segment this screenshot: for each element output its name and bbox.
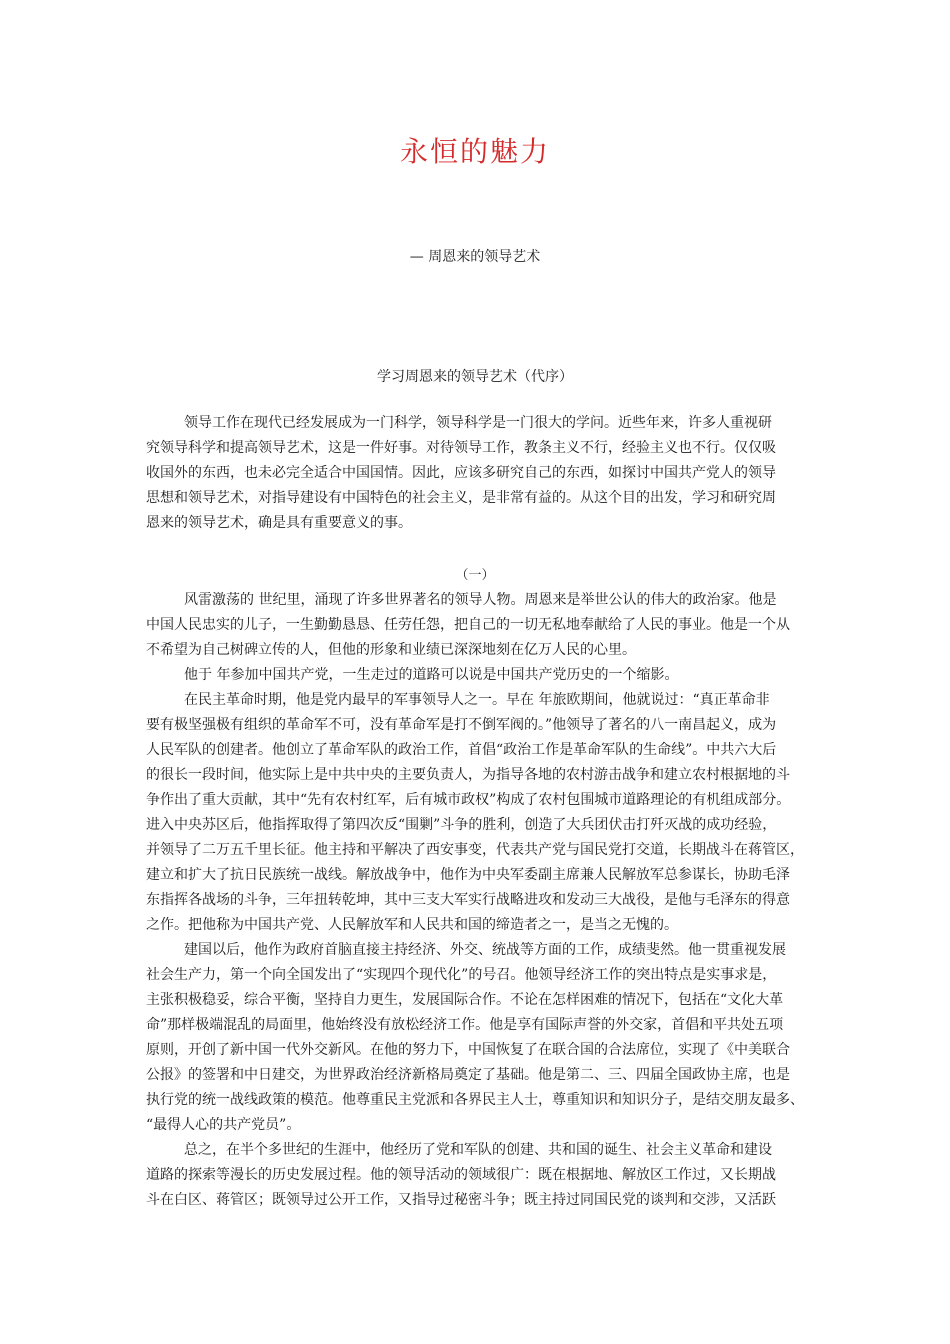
text-line: 原则，开创了新中国一代外交新风。在他的努力下，中国恢复了在联合国的合法席位，实现了《中美联合 <box>146 1042 790 1058</box>
text-line: 并领导了二万五千里长征。他主持和平解决了西安事变，代表共产党与国民党打交道，长期战斗在蒋管区， <box>146 842 804 858</box>
text-line: 他于 年参加中国共产党，一生走过的道路可以说是中国共产党历史的一个缩影。 <box>184 667 679 683</box>
text-line: 在民主革命时期，他是党内最早的军事领导人之一。早在 年旅欧期间，他就说过：“真正革命非 <box>184 692 770 708</box>
text-line: 要有极坚强极有组织的革命军不可，没有革命军是打不倒军阀的。”他领导了著名的八一南昌起义，成为 <box>146 717 777 733</box>
text-line: 的很长一段时间，他实际上是中共中央的主要负责人，为指导各地的农村游击战争和建立农村根据地的斗 <box>146 767 790 783</box>
text-line: 不希望为自己树碑立传的人，但他的形象和业绩已深深地刻在亿万人民的心里。 <box>146 642 636 658</box>
text-line: 领导工作在现代已经发展成为一门科学，领导科学是一门很大的学问。近些年来，许多人重视研 <box>184 415 772 431</box>
text-line: 进入中央苏区后，他指挥取得了第四次反“围剿”斗争的胜利，创造了大兵团伏击打歼灭战的成功经验， <box>146 817 777 833</box>
document-subtitle: — 周恩来的领导艺术 <box>409 249 541 265</box>
text-line: 风雷激荡的 世纪里，涌现了许多世界著名的领导人物。周恩来是举世公认的伟大的政治家。他是 <box>184 592 777 608</box>
text-line: 建立和扩大了抗日民族统一战线。解放战争中，他作为中央军委副主席兼人民解放军总参谋长，协助毛泽 <box>146 867 790 883</box>
text-line: 东指挥各战场的斗争，三年扭转乾坤，其中三支大军实行战略进攻和发动三大战役，是他与毛泽东的得意 <box>146 892 790 908</box>
text-line: 斗在白区、蒋管区；既领导过公开工作，又指导过秘密斗争；既主持过同国民党的谈判和交涉，又活跃 <box>146 1192 776 1208</box>
text-line: 主张积极稳妥，综合平衡，坚持自力更生，发展国际合作。不论在怎样困难的情况下，包括在“文化大革 <box>146 992 784 1008</box>
text-line: 建国以后，他作为政府首脑直接主持经济、外交、统战等方面的工作，成绩斐然。他一贯重视发展 <box>184 942 786 958</box>
text-line: 中国人民忠实的儿子，一生勤勤恳恳、任劳任怨，把自己的一切无私地奉献给了人民的事业。他是一个从 <box>146 617 790 633</box>
text-line: 争作出了重大贡献，其中“先有农村红军，后有城市政权”构成了农村包围城市道路理论的有机组成部分。 <box>146 792 791 808</box>
document-title: 永恒的魅力 <box>399 135 550 168</box>
text-line: 公报》的签署和中日建交，为世界政治经济新格局奠定了基础。他是第二、三、四届全国政协主席，也是 <box>146 1067 790 1083</box>
section-heading: 学习周恩来的领导艺术（代序） <box>377 369 573 385</box>
text-line: 人民军队的创建者。他创立了革命军队的政治工作，首倡“政治工作是革命军队的生命线”。中共六大后 <box>146 742 777 758</box>
chapter-body <box>146 588 826 1213</box>
text-line: 思想和领导艺术，对指导建设有中国特色的社会主义，是非常有益的。从这个目的出发，学习和研究周 <box>146 490 776 506</box>
text-line: 道路的探索等漫长的历史发展过程。他的领导活动的领域很广：既在根据地、解放区工作过，又长期战 <box>146 1167 776 1183</box>
text-line: 恩来的领导艺术，确是具有重要意义的事。 <box>146 515 412 531</box>
text-line: 命”那样极端混乱的局面里，他始终没有放松经济工作。他是享有国际声誉的外交家，首倡和平共处五项 <box>146 1017 784 1033</box>
text-line: 执行党的统一战线政策的模范。他尊重民主党派和各界民主人士，尊重知识和知识分子，是结交朋友最多、 <box>146 1092 804 1108</box>
text-line: 总之，在半个多世纪的生涯中，他经历了党和军队的创建、共和国的诞生、社会主义革命和建设 <box>184 1142 772 1158</box>
text-line: “最得人心的共产党员”。 <box>146 1117 301 1133</box>
text-line: 社会生产力，第一个向全国发出了“实现四个现代化”的号召。他领导经济工作的突出特点是实事求是， <box>146 967 777 983</box>
intro-paragraph <box>146 411 826 536</box>
text-line: 之作。把他称为中国共产党、人民解放军和人民共和国的缔造者之一，是当之无愧的。 <box>146 917 678 933</box>
text-line: 究领导科学和提高领导艺术，这是一件好事。对待领导工作，教条主义不行，经验主义也不行。仅仅吸 <box>146 440 776 456</box>
chapter-mark: （一） <box>455 568 495 583</box>
text-line: 收国外的东西，也未必完全适合中国国情。因此，应该多研究自己的东西，如探讨中国共产党人的领导 <box>146 465 776 481</box>
